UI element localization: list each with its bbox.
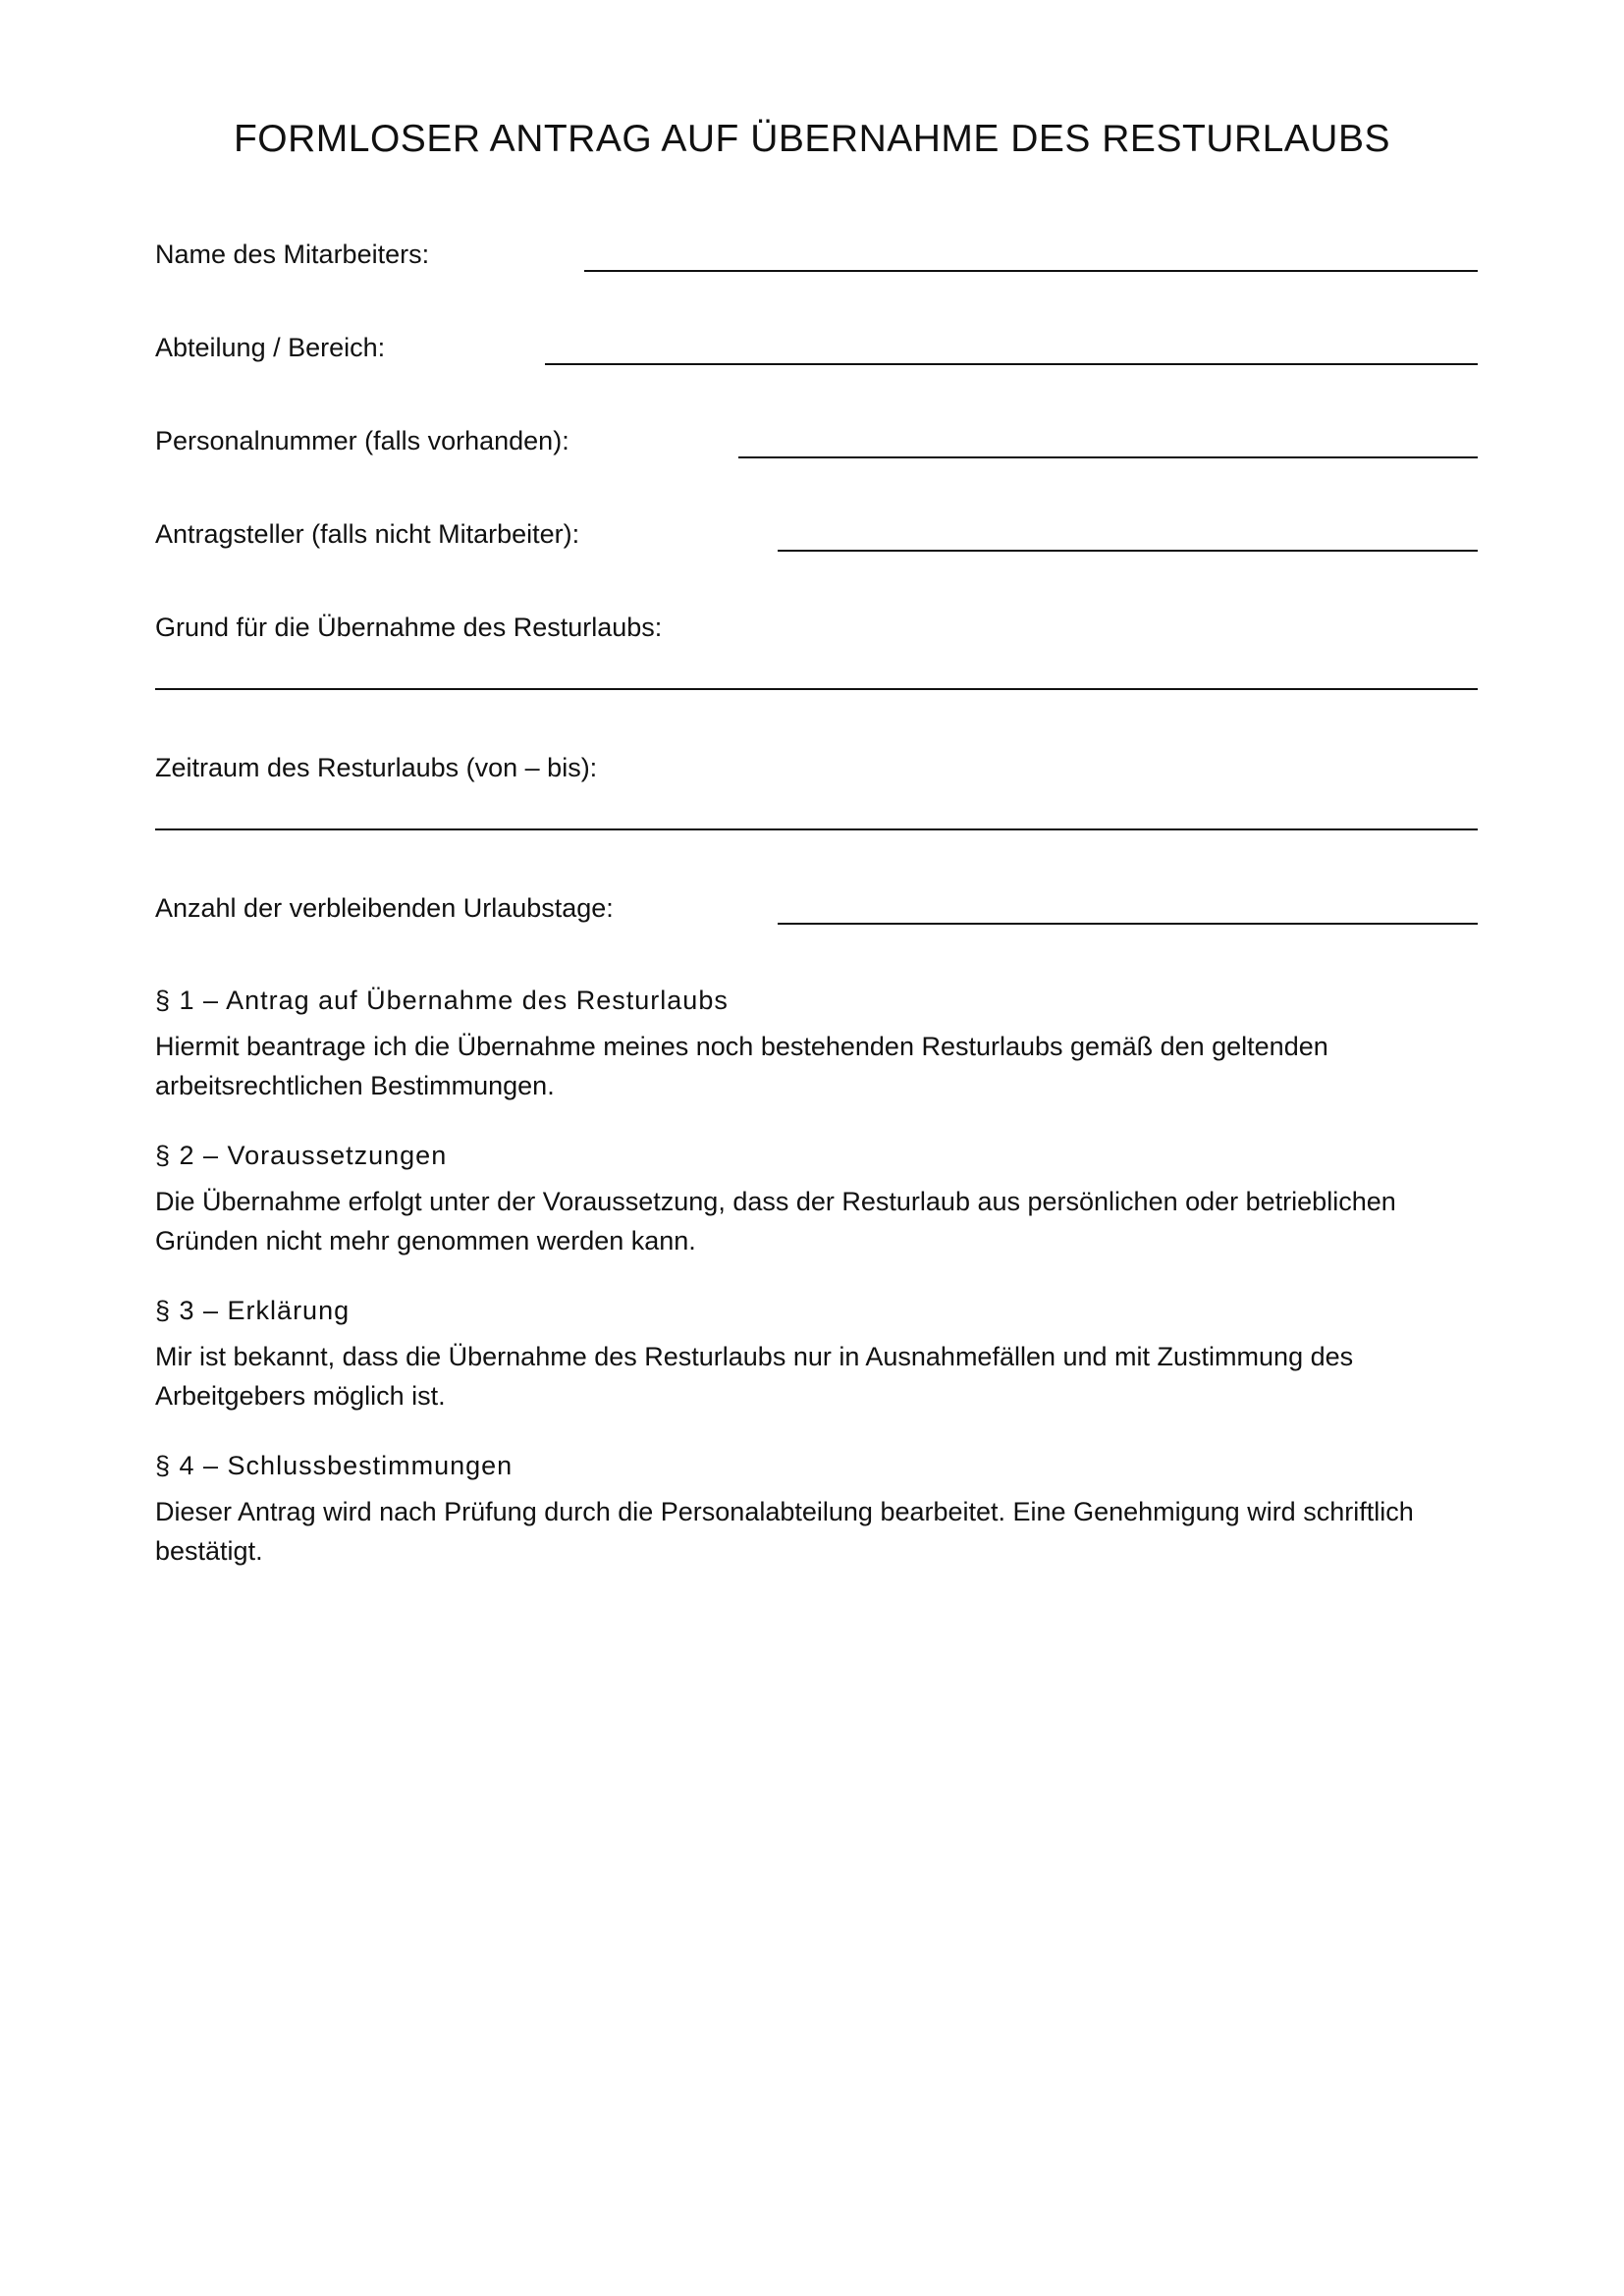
period-line[interactable]	[155, 828, 1478, 830]
section-2-heading: § 2 – Voraussetzungen	[155, 1141, 448, 1170]
personnel-number-label: Personalnummer (falls vorhanden):	[155, 426, 569, 455]
employee-name-label: Name des Mitarbeiters:	[155, 240, 430, 269]
department-line[interactable]	[545, 363, 1478, 365]
section-4-heading: § 4 – Schlussbestimmungen	[155, 1451, 514, 1480]
section-1-heading: § 1 – Antrag auf Übernahme des Resturlaubs	[155, 986, 729, 1015]
applicant-label: Antragsteller (falls nicht Mitarbeiter):	[155, 519, 580, 549]
section-2-body: Die Übernahme erfolgt unter der Voraussetzung, dass der Resturlaub aus persönlichen oder betrieblichen Gründen nicht mehr genommen werden kann.	[155, 1187, 1396, 1255]
applicant-line[interactable]	[778, 550, 1478, 552]
reason-label: Grund für die Übernahme des Resturlaubs:	[155, 613, 663, 642]
period-label: Zeitraum des Resturlaubs (von – bis):	[155, 753, 598, 782]
employee-name-line[interactable]	[584, 270, 1478, 272]
remaining-days-label: Anzahl der verbleibenden Urlaubstage:	[155, 893, 614, 923]
section-3-heading: § 3 – Erklärung	[155, 1296, 351, 1325]
remaining-days-line[interactable]	[778, 923, 1478, 925]
reason-line[interactable]	[155, 688, 1478, 690]
section-3-body: Mir ist bekannt, dass die Übernahme des Resturlaubs nur in Ausnahmefällen und mit Zustimmung des Arbeitgebers möglich ist.	[155, 1342, 1354, 1411]
personnel-number-line[interactable]	[738, 456, 1478, 458]
document-title: FORMLOSER ANTRAG AUF ÜBERNAHME DES RESTURLAUBS	[233, 118, 1391, 160]
department-label: Abteilung / Bereich:	[155, 333, 386, 362]
section-1-body: Hiermit beantrage ich die Übernahme meines noch bestehenden Resturlaubs gemäß den geltenden arbeitsrechtlichen Bestimmungen.	[155, 1032, 1328, 1100]
section-4-body: Dieser Antrag wird nach Prüfung durch die Personalabteilung bearbeitet. Eine Genehmigung wird schriftlich bestätigt.	[155, 1497, 1414, 1566]
